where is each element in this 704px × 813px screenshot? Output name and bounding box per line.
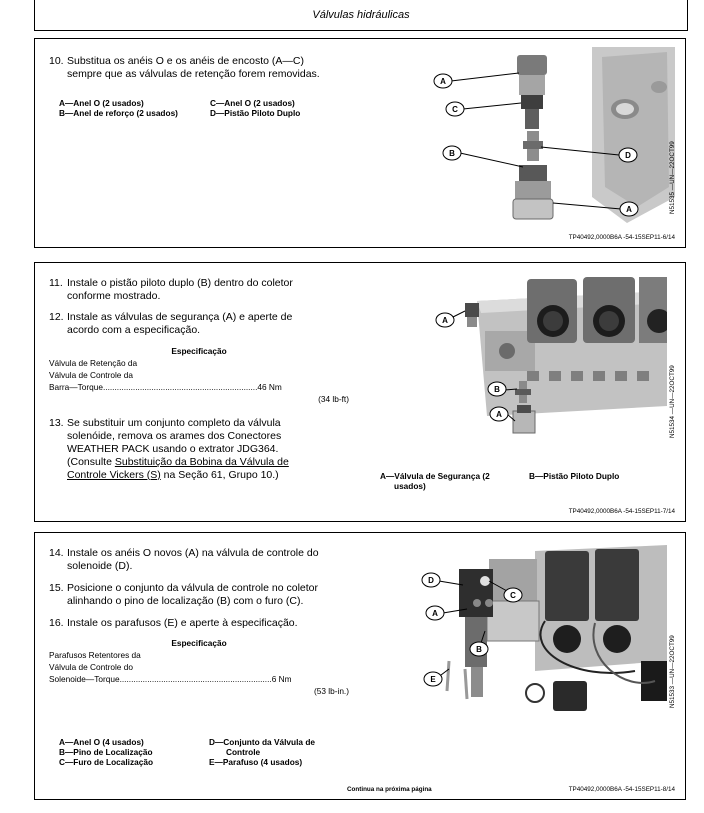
step-13: [49, 417, 289, 482]
step-text: Se substituir um conjunto completo da válvula: [67, 417, 281, 429]
document-id: TP40492,0000B6A -54-15SEP11-6/14: [568, 234, 675, 241]
document-id: TP40492,0000B6A -54-15SEP11-8/14: [568, 786, 675, 793]
step-15: [49, 582, 318, 608]
manifold-photo: [377, 271, 667, 451]
section-steps-11-13: [34, 262, 686, 522]
step-text-continued: solenoide (D).: [67, 560, 133, 572]
callout-b: B: [449, 149, 455, 158]
step-text: Instale os anéis O novos (A) na válvula de controle do: [67, 547, 319, 559]
legend-item-b: B—Anel de reforço (2 usados): [59, 108, 178, 118]
check-valve-photo: [397, 47, 675, 223]
legend-item-b: B—Pino de Localização: [59, 747, 153, 757]
step-number: 12.: [49, 311, 64, 323]
legend-item-a: A—Anel O (4 usados): [59, 737, 144, 747]
legend-item-e: E—Parafuso (4 usados): [209, 757, 303, 767]
spec-line: Válvula de Controle da: [49, 370, 133, 380]
callout-a-top: A: [440, 77, 446, 86]
step-number: 14.: [49, 547, 64, 559]
spec-torque-value: Barra—Torque...................................................................46 Nm: [49, 382, 282, 392]
legend-item-d: D—Conjunto da Válvula de: [209, 737, 316, 747]
step-text: Instale o pistão piloto duplo (B) dentro do coletor: [67, 277, 293, 289]
continue-note: Continua na próxima página: [347, 786, 432, 793]
spec-line: Válvula de Retenção da: [49, 358, 138, 368]
legend-left: [59, 737, 153, 767]
step-text-continued: na Seção 61, Grupo 10.): [160, 469, 279, 481]
legend-left: [59, 98, 178, 118]
step-text: Instale os parafusos (E) e aperte à especificação.: [67, 617, 298, 629]
step-text-continued: acordo com a especificação.: [67, 324, 201, 336]
step-14: [49, 547, 319, 573]
caption-line: A—Válvula de Segurança (2: [380, 471, 490, 481]
spec-torque-value: Solenoide—Torque..................................................................6 Nm: [49, 674, 292, 684]
figure-caption-b: B—Pistão Piloto Duplo: [529, 471, 620, 481]
reference-link[interactable]: Controle Vickers (S): [67, 469, 161, 481]
callout-a-bottom: A: [626, 205, 632, 214]
step-12: [49, 311, 292, 337]
callout-d: D: [625, 151, 631, 160]
step-text-continued: solenóide, remova os arames dos Conectores: [67, 430, 282, 442]
figure-code: N51534 —UN—22OCT99: [669, 365, 676, 438]
step-text-continued: (Consulte: [67, 456, 115, 468]
step-text-continued: alinhando o pino de localização (B) com o furo (C).: [67, 595, 304, 607]
step-text-continued: conforme mostrado.: [67, 290, 161, 302]
step-text: Posicione o conjunto da válvula de controle no coletor: [67, 582, 318, 594]
document-id: TP40492,0000B6A -54-15SEP11-7/14: [568, 508, 675, 515]
step-number: 16.: [49, 617, 64, 629]
legend-item-c: C—Furo de Localização: [59, 757, 154, 767]
legend-right: [209, 737, 315, 767]
torque-spec: [49, 345, 349, 405]
figure-code: N51535 —UN—22OCT99: [669, 141, 676, 214]
control-valve-photo: [385, 541, 667, 717]
callout-a-lower: A: [496, 410, 502, 419]
legend-item-d: D—Pistão Piloto Duplo: [210, 108, 301, 118]
step-number: 10.: [49, 55, 64, 67]
legend-item-a: A—Anel O (2 usados): [59, 98, 144, 108]
spec-line: Válvula de Controle do: [49, 662, 133, 672]
callout-a-upper: A: [442, 316, 448, 325]
caption-line: usados): [394, 481, 426, 491]
step-16: [49, 617, 298, 630]
step-11: [49, 277, 293, 303]
legend-right: [210, 98, 300, 118]
callout-a: A: [432, 609, 438, 618]
spec-heading: Especificação: [171, 638, 227, 648]
callout-d: D: [428, 576, 434, 585]
spec-torque-imperial: (53 lb-in.): [313, 686, 349, 696]
callout-b: B: [494, 385, 500, 394]
page-header: [34, 0, 688, 31]
step-10: [49, 55, 320, 81]
step-number: 15.: [49, 582, 64, 594]
section-step-10: [34, 38, 686, 248]
legend-item-d-continued: Controle: [226, 747, 261, 757]
spec-line: Parafusos Retentores da: [49, 650, 141, 660]
header-title: Válvulas hidráulicas: [312, 9, 410, 21]
callout-e: E: [430, 675, 436, 684]
reference-link[interactable]: Substituição da Bobina da Válvula de: [114, 456, 289, 468]
callout-c: C: [510, 591, 516, 600]
step-text-continued: WEATHER PACK usando o extrator JDG364.: [67, 443, 279, 455]
callout-b: B: [476, 645, 482, 654]
step-text-continued: sempre que as válvulas de retenção forem removidas.: [67, 68, 320, 80]
step-text: Instale as válvulas de segurança (A) e aperte de: [67, 311, 293, 323]
torque-spec: [49, 637, 349, 697]
section-steps-14-16: [34, 532, 686, 800]
step-text: Substitua os anéis O e os anéis de encosto (A—C): [67, 55, 304, 67]
callout-c: C: [452, 105, 458, 114]
step-number: 13.: [49, 417, 64, 429]
step-number: 11.: [49, 277, 63, 289]
figure-code: N51533 —UN—22OCT99: [669, 635, 676, 708]
spec-heading: Especificação: [171, 346, 227, 356]
spec-torque-imperial: (34 lb-ft): [318, 394, 349, 404]
legend-item-c: C—Anel O (2 usados): [210, 98, 295, 108]
figure-caption-a: [380, 471, 490, 491]
